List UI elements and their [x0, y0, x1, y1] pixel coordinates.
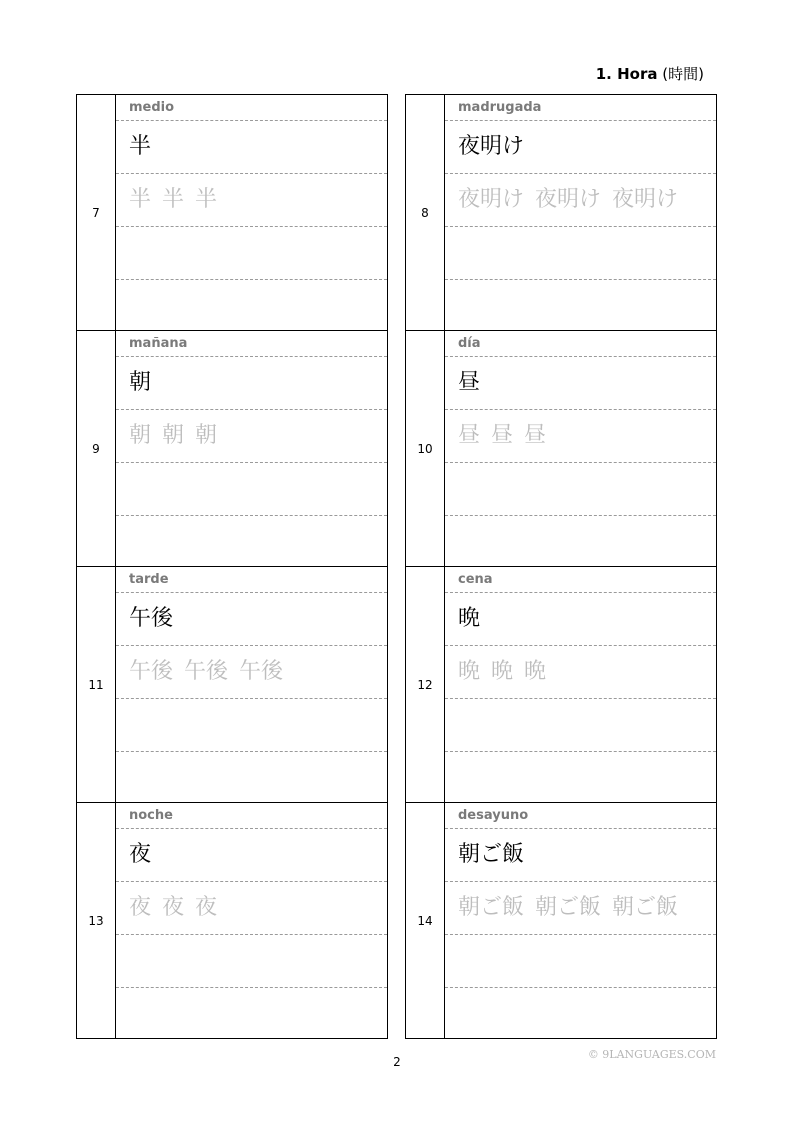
trace-line: 午後 午後 午後	[116, 646, 387, 699]
blank-practice-line	[445, 280, 716, 333]
meaning-label: noche	[116, 803, 387, 829]
copyright-notice: © 9LANGUAGES.COM	[587, 1048, 716, 1061]
blank-practice-line	[116, 935, 387, 988]
trace-line: 半 半 半	[116, 174, 387, 227]
blank-practice-line	[445, 516, 716, 569]
blank-practice-line	[116, 752, 387, 805]
card-number: 10	[406, 331, 445, 566]
blank-practice-line	[445, 227, 716, 280]
practice-card	[76, 802, 388, 1039]
practice-card	[76, 566, 388, 802]
practice-card	[405, 802, 717, 1039]
blank-practice-line	[116, 280, 387, 333]
practice-card	[405, 330, 717, 566]
card-lines	[116, 95, 387, 330]
blank-practice-line	[116, 699, 387, 752]
blank-practice-line	[445, 699, 716, 752]
meaning-label: tarde	[116, 567, 387, 593]
word-example: 朝ご飯	[445, 829, 716, 882]
card-number: 11	[77, 567, 116, 802]
meaning-label: mañana	[116, 331, 387, 357]
card-number: 8	[406, 95, 445, 330]
practice-card	[405, 566, 717, 802]
practice-card	[76, 94, 388, 330]
word-example: 昼	[445, 357, 716, 410]
blank-practice-line	[445, 463, 716, 516]
page-title	[596, 64, 704, 84]
practice-card	[405, 94, 717, 330]
card-number: 7	[77, 95, 116, 330]
trace-line: 晩 晩 晩	[445, 646, 716, 699]
card-lines	[445, 803, 716, 1038]
card-lines	[116, 803, 387, 1038]
meaning-label: día	[445, 331, 716, 357]
blank-practice-line	[116, 463, 387, 516]
card-number: 13	[77, 803, 116, 1038]
trace-line: 昼 昼 昼	[445, 410, 716, 463]
meaning-label: medio	[116, 95, 387, 121]
left-column	[76, 94, 388, 1039]
blank-practice-line	[445, 752, 716, 805]
page-title-main: 1. Hora	[595, 65, 658, 83]
blank-practice-line	[116, 988, 387, 1041]
word-example: 夜明け	[445, 121, 716, 174]
meaning-label: madrugada	[445, 95, 716, 121]
word-example: 晩	[445, 593, 716, 646]
trace-line: 朝ご飯 朝ご飯 朝ご飯	[445, 882, 716, 935]
blank-practice-line	[116, 227, 387, 280]
card-number: 12	[406, 567, 445, 802]
blank-practice-line	[116, 516, 387, 569]
word-example: 午後	[116, 593, 387, 646]
card-lines	[445, 95, 716, 330]
card-number: 9	[77, 331, 116, 566]
word-example: 半	[116, 121, 387, 174]
card-lines	[116, 567, 387, 802]
card-lines	[116, 331, 387, 566]
card-lines	[445, 567, 716, 802]
practice-card	[76, 330, 388, 566]
page-number: 2	[393, 1055, 401, 1069]
blank-practice-line	[445, 935, 716, 988]
word-example: 朝	[116, 357, 387, 410]
word-example: 夜	[116, 829, 387, 882]
trace-line: 朝 朝 朝	[116, 410, 387, 463]
trace-line: 夜明け 夜明け 夜明け	[445, 174, 716, 227]
trace-line: 夜 夜 夜	[116, 882, 387, 935]
meaning-label: desayuno	[445, 803, 716, 829]
card-number: 14	[406, 803, 445, 1038]
right-column	[405, 94, 717, 1039]
page-title-kanji: (時間)	[662, 65, 704, 83]
card-lines	[445, 331, 716, 566]
blank-practice-line	[445, 988, 716, 1041]
meaning-label: cena	[445, 567, 716, 593]
